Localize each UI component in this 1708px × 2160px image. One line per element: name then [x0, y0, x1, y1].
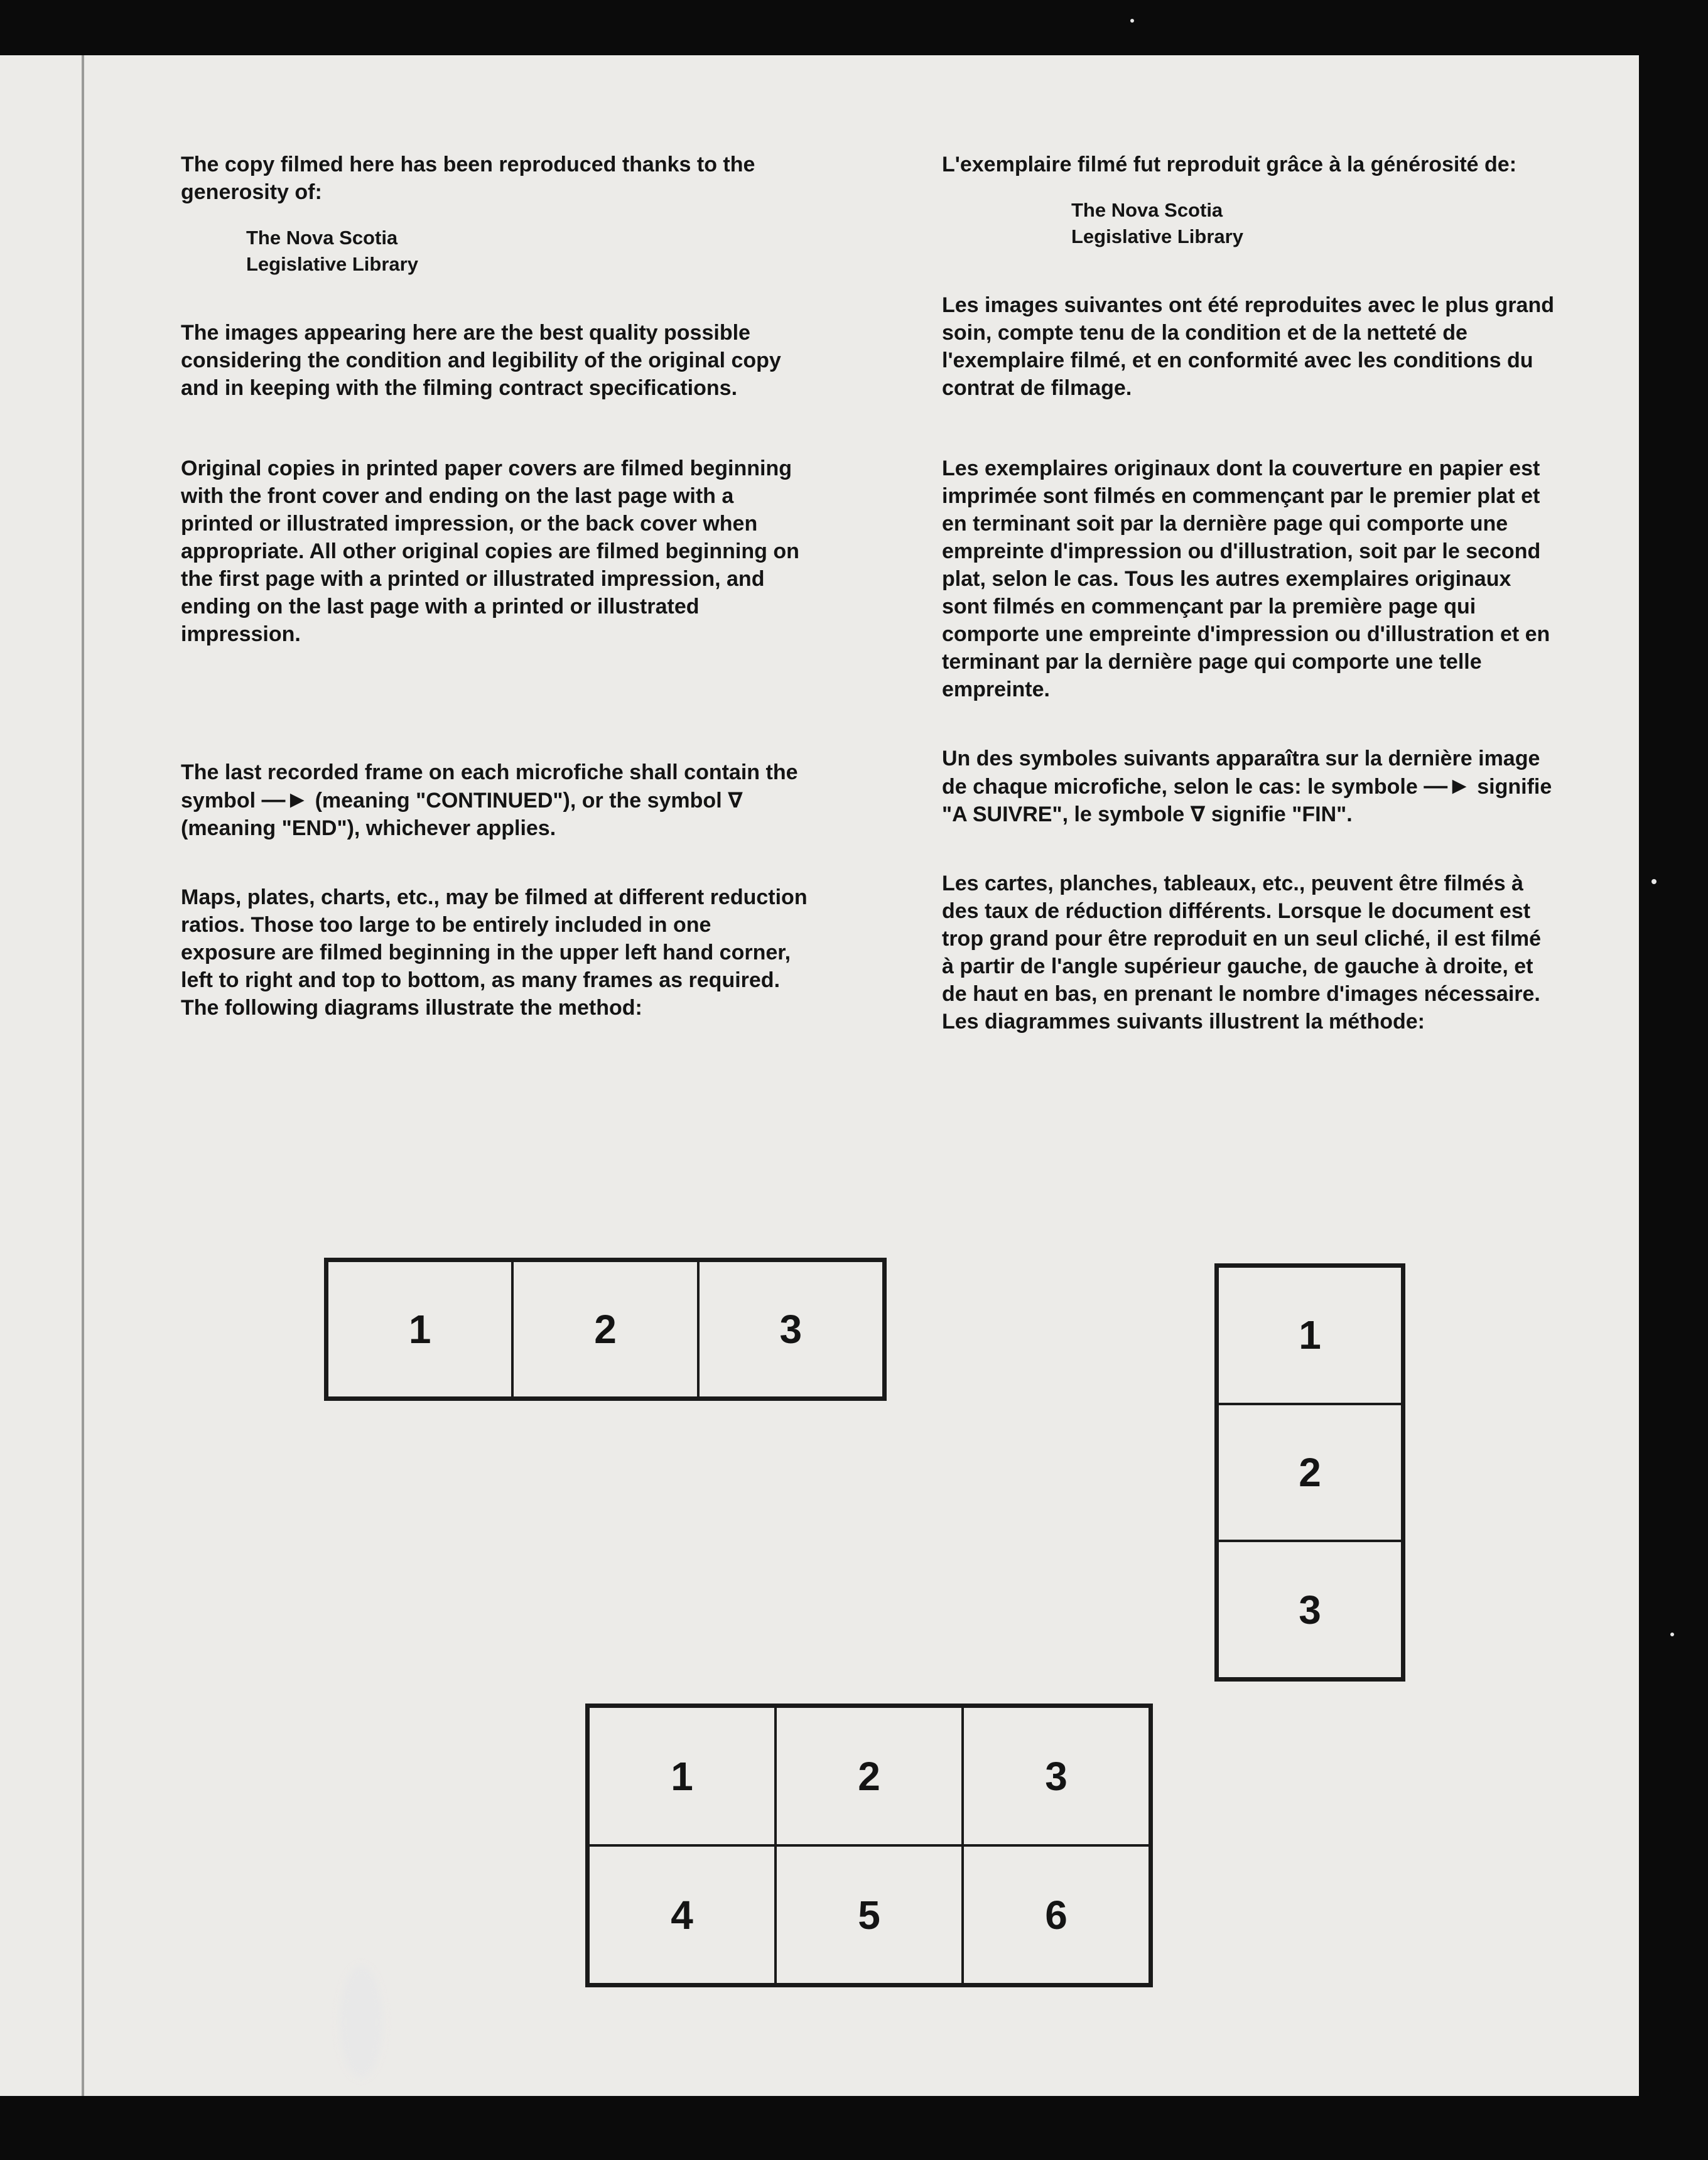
intro-text: The copy filmed here has been reproduced thanks to the generosity of: — [181, 153, 755, 204]
symbols-text-part1-fr: Un des symboles suivants apparaîtra sur la dernière image de chaque microfiche, selon le cas: le symbole — [942, 747, 1540, 799]
film-speck — [1130, 19, 1134, 23]
library-name-line1-fr: The Nova Scotia — [1071, 199, 1223, 221]
frame-cell: 2 — [1218, 1404, 1402, 1542]
library-name-line2: Legislative Library — [246, 253, 418, 275]
horizontal-frame-diagram — [324, 1258, 887, 1401]
english-column — [181, 151, 809, 1022]
frame-cell: 2 — [512, 1261, 698, 1398]
symbols-paragraph — [181, 759, 809, 842]
end-triangle-icon-fr: ∇ — [1190, 802, 1206, 826]
end-triangle-icon: ∇ — [728, 789, 743, 813]
frame-cell: 1 — [588, 1707, 776, 1845]
film-speck — [1651, 879, 1657, 884]
quality-paragraph-fr: Les images suivantes ont été reproduites avec le plus grand soin, compte tenu de la condition et de la netteté de l'exemplaire filmé, et en conformité avec les conditions du contrat de filmage. — [942, 293, 1554, 400]
frame-cell: 3 — [963, 1707, 1150, 1845]
french-column — [942, 151, 1557, 1035]
intro-text-fr: L'exemplaire filmé fut reproduit grâce à la générosité de: — [942, 153, 1517, 176]
symbols-text-part2: (meaning "CONTINUED"), or the symbol — [315, 789, 722, 813]
frame-cell: 5 — [776, 1845, 963, 1984]
maps-paragraph-fr: Les cartes, planches, tableaux, etc., peuvent être filmés à des taux de réduction différents. Lorsque le document est trop grand pour être reproduit en un seul cliché, il est filmé à partir de l'angle supérieur gauche, de gauche à droite, et de haut en bas, en prenant le nombre d'images nécessaire. Les diagrammes suivants illustrent la méthode: — [942, 872, 1542, 1034]
six-frame-diagram — [585, 1704, 1153, 1987]
frame-cell: 4 — [588, 1845, 776, 1984]
originals-paragraph-fr: Les exemplaires originaux dont la couverture en papier est imprimée sont filmés en commençant par le premier plat et en terminant soit par la dernière page qui comporte une empreinte d'impression ou d'illustration, soit par le second plat, selon le cas. Tous les autres exemplaires originaux sont filmés en commençant par la première page qui comporte une empreinte d'impression ou d'illustration et en terminant par la dernière page qui comporte une telle empreinte. — [942, 456, 1550, 701]
library-name-line2-fr: Legislative Library — [1071, 225, 1243, 247]
library-name-line1: The Nova Scotia — [246, 227, 398, 249]
document-page — [0, 55, 1639, 2096]
film-speck — [339, 1965, 383, 2078]
frame-cell: 2 — [776, 1707, 963, 1845]
symbols-paragraph-fr — [942, 745, 1557, 828]
frame-cell: 6 — [963, 1845, 1150, 1984]
vertical-frame-diagram — [1214, 1263, 1405, 1682]
film-speck — [1670, 1633, 1674, 1636]
page-fold-line — [82, 55, 84, 2096]
frame-cell: 3 — [698, 1261, 884, 1398]
symbols-text-part3-fr: signifie "FIN". — [1211, 802, 1353, 826]
symbols-text-part1: The last recorded frame on each microfiche shall contain the symbol — [181, 760, 798, 813]
frame-cell: 1 — [1218, 1266, 1402, 1404]
continued-arrow-icon: —► — [261, 787, 310, 813]
frame-cell: 1 — [327, 1261, 512, 1398]
maps-paragraph: Maps, plates, charts, etc., may be filmed at different reduction ratios. Those too large to be entirely included in one exposure are filmed beginning in the upper left hand corner, left to right and top to bottom, as many frames as required. The following diagrams illustrate the method: — [181, 885, 808, 1020]
quality-paragraph: The images appearing here are the best quality possible considering the condition and legibility of the original copy and in keeping with the filming contract specifications. — [181, 321, 781, 400]
originals-paragraph: Original copies in printed paper covers are filmed beginning with the front cover and ending on the last page with a printed or illustrated impression, or the back cover when appropriate. All other original copies are filmed beginning on the first page with a printed or illustrated impression, and ending on the last page with a printed or illustrated impression. — [181, 456, 799, 646]
continued-arrow-icon-fr: —► — [1424, 773, 1471, 799]
symbols-text-part2-fr: signifie "A SUIVRE", le symbole — [942, 775, 1552, 826]
symbols-text-part3: (meaning "END"), whichever applies. — [181, 816, 556, 840]
frame-cell: 3 — [1218, 1541, 1402, 1678]
